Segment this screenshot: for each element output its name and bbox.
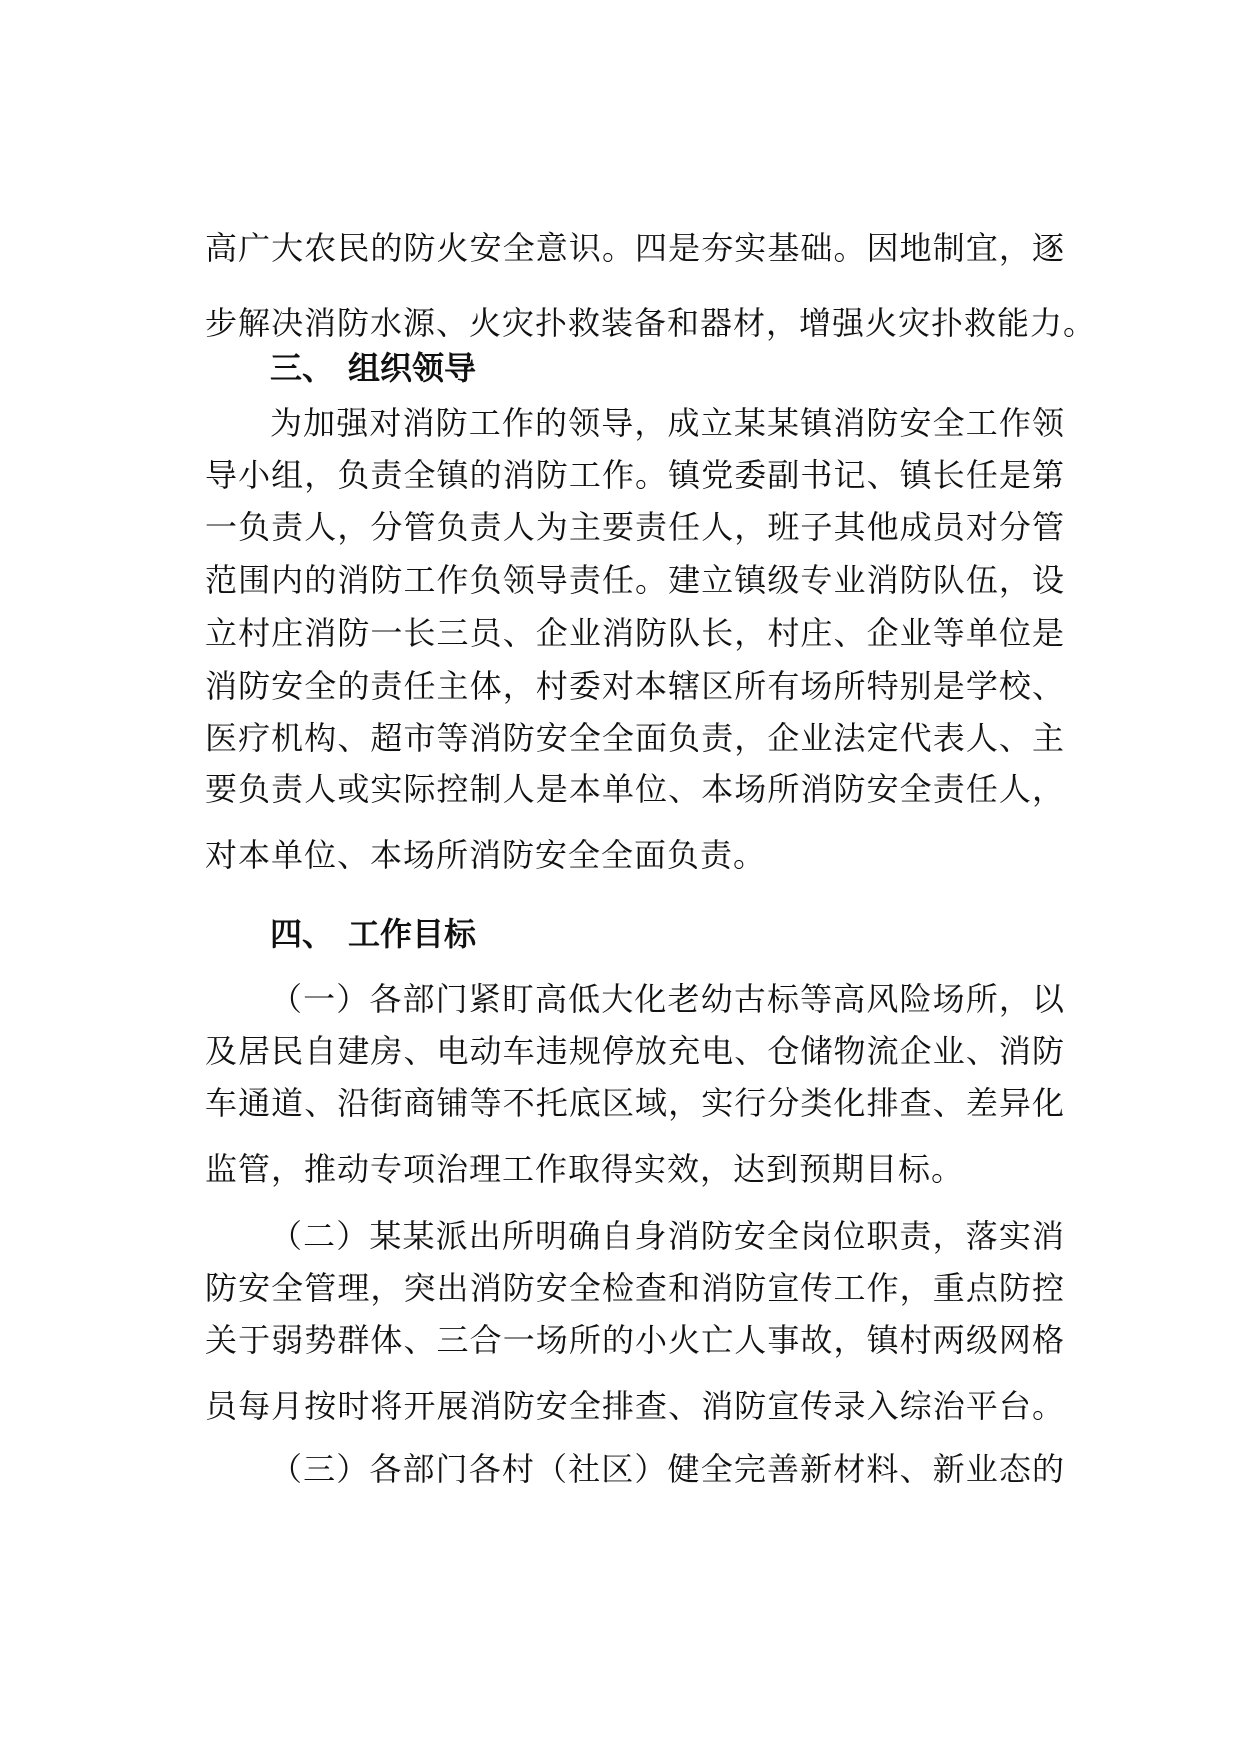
body-text-line: 车通道、沿街商铺等不托底区域，实行分类化排查、差异化 <box>205 1084 1065 1122</box>
body-text-line: 步解决消防水源、火灾扑救装备和器材，增强火灾扑救能力。 <box>205 304 1097 342</box>
body-text-line: 防安全管理，突出消防安全检查和消防宣传工作，重点防控 <box>205 1269 1065 1307</box>
section-heading <box>270 914 476 954</box>
body-text-line: 消防安全的责任主体，村委对本辖区所有场所特别是学校、 <box>205 667 1065 705</box>
body-text-line: （三）各部门各村（社区）健全完善新材料、新业态的 <box>270 1450 1065 1488</box>
section-number: 四、 <box>270 915 335 953</box>
body-text-line: 范围内的消防工作负领导责任。建立镇级专业消防队伍，设 <box>205 561 1065 599</box>
body-text-line: 对本单位、本场所消防安全全面负责。 <box>205 836 767 874</box>
section-heading <box>270 348 476 388</box>
body-text-line: （二）某某派出所明确自身消防安全岗位职责，落实消 <box>270 1217 1065 1255</box>
body-text-line: 立村庄消防一长三员、企业消防队长，村庄、企业等单位是 <box>205 614 1065 652</box>
body-text-line: 要负责人或实际控制人是本单位、本场所消防安全责任人， <box>205 770 1065 808</box>
section-title: 工作目标 <box>348 915 477 953</box>
body-text-line: （一）各部门紧盯高低大化老幼古标等高风险场所，以 <box>270 980 1065 1018</box>
body-text-line: 高广大农民的防火安全意识。四是夯实基础。因地制宜，逐 <box>205 229 1065 267</box>
section-number: 三、 <box>270 349 335 387</box>
body-text-line: 员每月按时将开展消防安全排查、消防宣传录入综治平台。 <box>205 1387 1065 1425</box>
body-text-line: 及居民自建房、电动车违规停放充电、仓储物流企业、消防 <box>205 1032 1065 1070</box>
body-text-line: 关于弱势群体、三合一场所的小火亡人事故，镇村两级网格 <box>205 1321 1065 1359</box>
body-text-line: 医疗机构、超市等消防安全全面负责，企业法定代表人、主 <box>205 719 1065 757</box>
body-text-line: 一负责人，分管负责人为主要责任人，班子其他成员对分管 <box>205 508 1065 546</box>
body-text-line: 为加强对消防工作的领导，成立某某镇消防安全工作领 <box>270 404 1065 442</box>
section-title: 组织领导 <box>348 349 477 387</box>
body-text-line: 监管，推动专项治理工作取得实效，达到预期目标。 <box>205 1150 965 1188</box>
body-text-line: 导小组，负责全镇的消防工作。镇党委副书记、镇长任是第 <box>205 456 1065 494</box>
